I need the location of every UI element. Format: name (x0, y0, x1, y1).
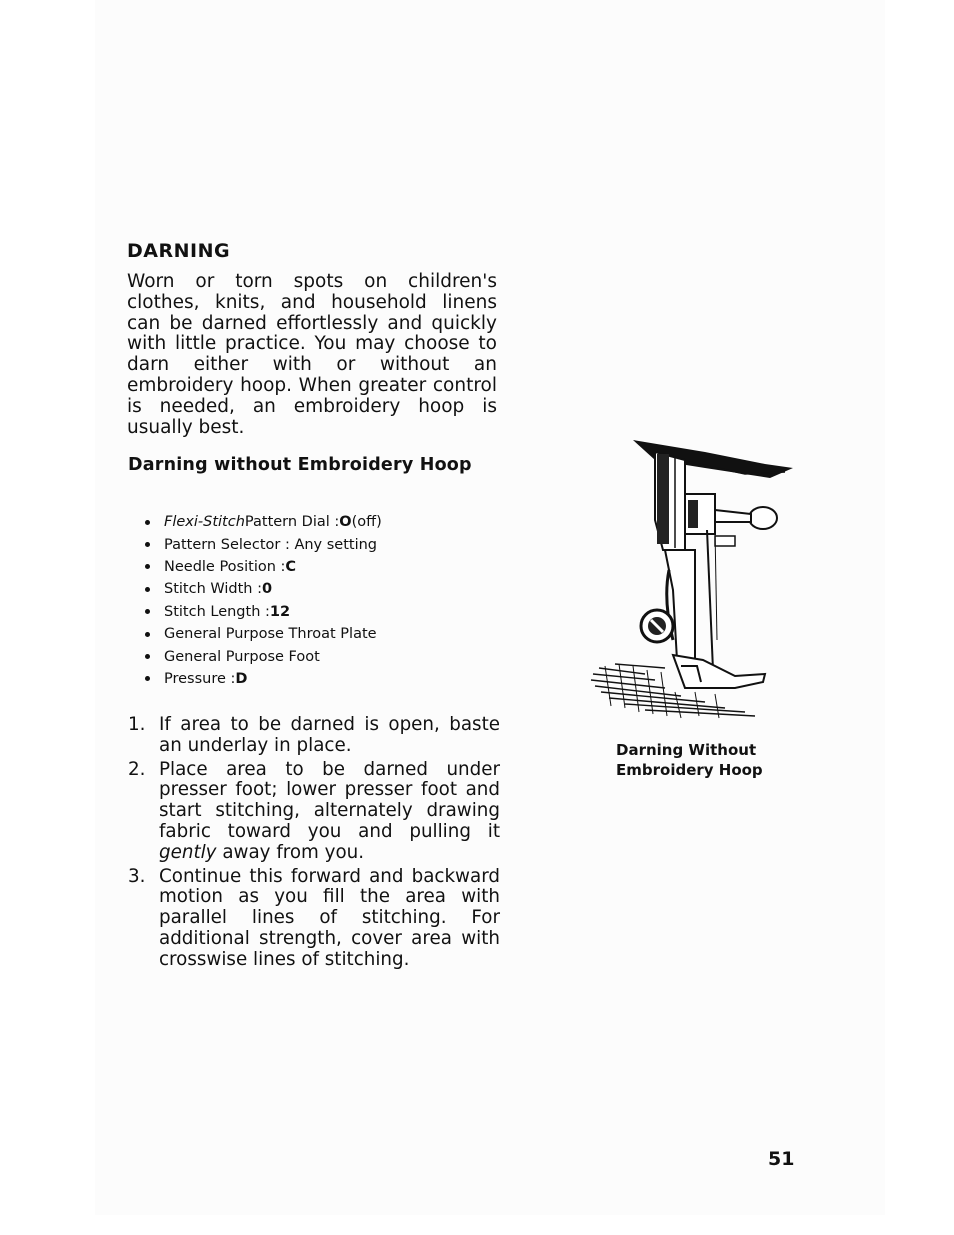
bullet-icon (145, 587, 150, 592)
setting-value: 0 (262, 581, 273, 598)
setting-text: Stitch Width : (164, 581, 262, 598)
setting-label-italic: Flexi-Stitch (164, 514, 245, 531)
step-text: away from you. (216, 841, 365, 863)
setting-item-pattern-dial (145, 511, 382, 533)
setting-item-foot (145, 645, 382, 667)
step-number: 1. (128, 714, 146, 735)
thumb-screw-icon (749, 507, 777, 529)
setting-text: Pattern Dial : (244, 514, 340, 531)
bullet-icon (145, 542, 150, 547)
setting-value: O (339, 514, 352, 531)
setting-item-needle-position (145, 556, 382, 578)
setting-text: Pressure : (164, 670, 236, 687)
bullet-icon (145, 632, 150, 637)
step-item (128, 867, 500, 971)
setting-text: Needle Position : (164, 558, 286, 575)
step-item (128, 760, 500, 864)
setting-value: 12 (269, 603, 291, 620)
settings-list (145, 511, 382, 690)
subsection-title: Darning without Embroidery Hoop (128, 455, 472, 475)
bullet-icon (145, 564, 150, 569)
setting-text: General Purpose Foot (164, 648, 320, 665)
intro-paragraph: Worn or torn spots on children's clothes, knits, and household linens can be darned effortlessly and quickly with little practice. You may choose to darn either with or without an embroidery hoop. When greater control is needed, an embroidery hoop is usually best. (127, 271, 497, 438)
setting-item-throat-plate (145, 623, 382, 645)
needle (707, 530, 713, 670)
darned-fabric (591, 664, 755, 716)
steps-list (128, 715, 500, 974)
setting-item-pressure (145, 668, 382, 690)
step-item (128, 715, 500, 757)
setting-text: Stitch Length : (164, 603, 270, 620)
step-emphasis: gently (159, 841, 217, 863)
figure-caption (616, 741, 763, 780)
setting-text: General Purpose Throat Plate (164, 626, 377, 643)
setting-item-pattern-selector (145, 533, 382, 555)
page-number: 51 (768, 1148, 795, 1170)
presser-foot (673, 655, 765, 688)
setting-text: Pattern Selector : Any setting (164, 536, 378, 553)
bullet-icon (145, 676, 150, 681)
presser-shank (665, 550, 695, 662)
setting-item-stitch-length (145, 601, 382, 623)
bullet-icon (145, 520, 150, 525)
setting-suffix: (off) (351, 514, 382, 531)
sewing-foot-illustration (585, 430, 800, 730)
setting-value: D (235, 670, 248, 687)
step-number: 3. (128, 865, 146, 887)
caption-line: Darning Without (616, 741, 757, 759)
step-number: 2. (128, 758, 146, 780)
bullet-icon (145, 609, 150, 614)
section-title: DARNING (127, 240, 231, 262)
setting-item-stitch-width (145, 578, 382, 600)
step-text: If area to be darned is open, baste an underlay in place. (159, 714, 500, 756)
bullet-icon (145, 654, 150, 659)
step-text: Place area to be darned under presser foot; lower presser foot and start stitching, alternately drawing fabric toward you and pulling it (159, 758, 500, 842)
setting-value: C (285, 558, 297, 575)
step-text: Continue this forward and backward motion as you fill the area with parallel lines of stitching. For additional strength, cover area with crosswise lines of stitching. (159, 865, 500, 970)
caption-line: Embroidery Hoop (616, 760, 763, 779)
